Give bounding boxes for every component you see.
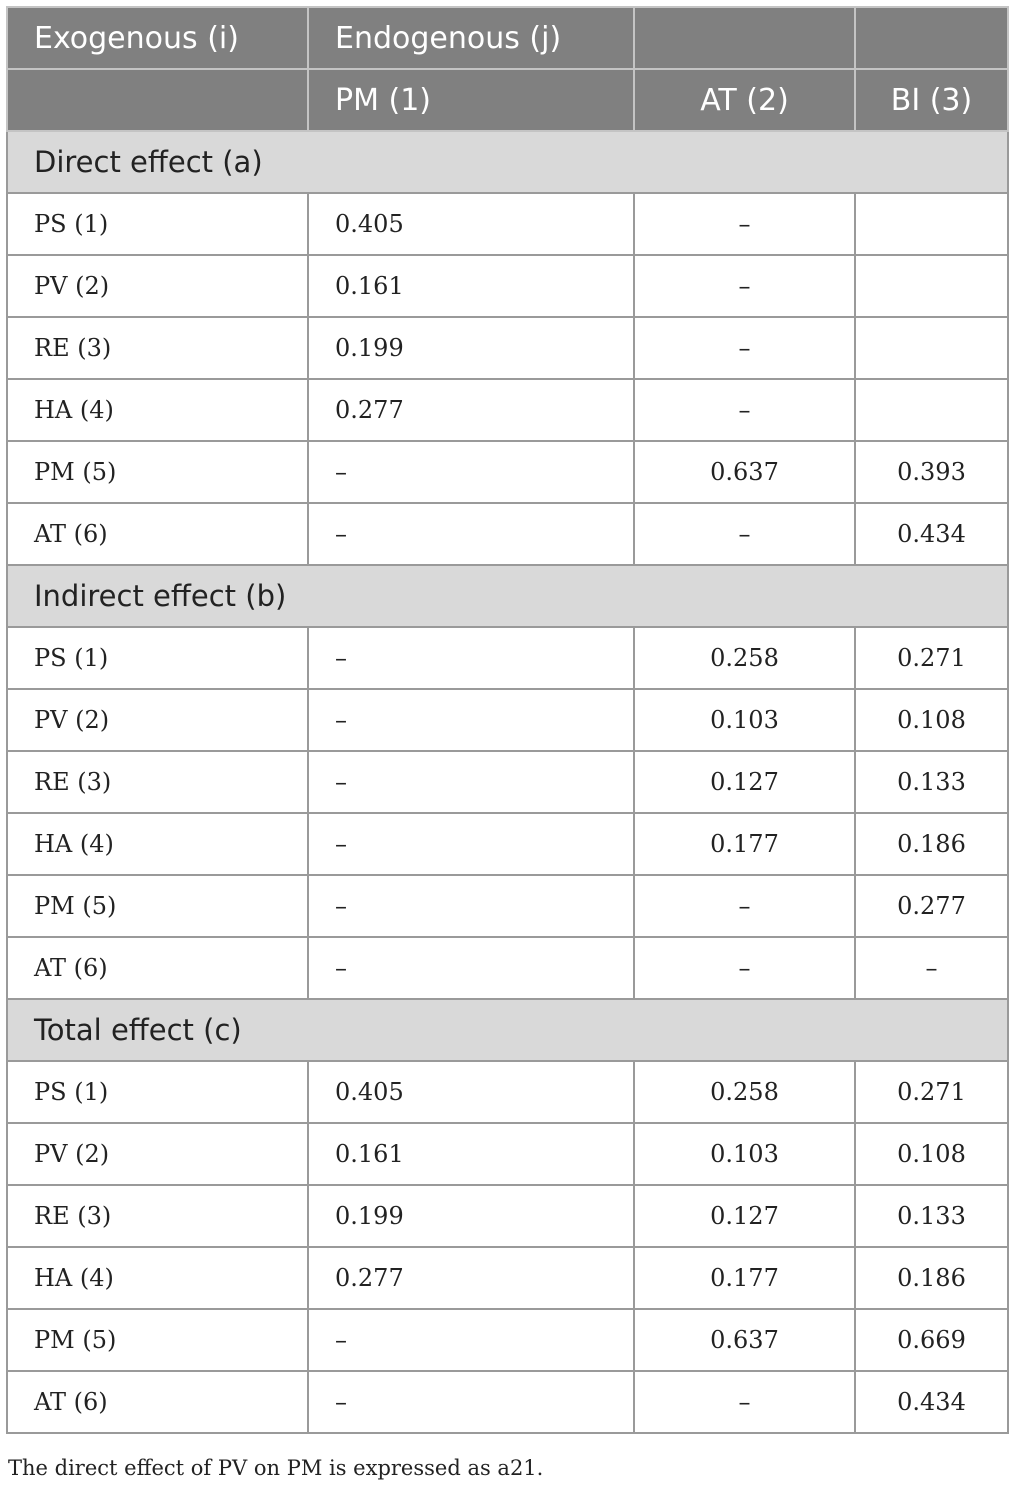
table-cell: 0.393 xyxy=(855,441,1008,503)
table-cell: 0.103 xyxy=(634,689,855,751)
table-cell: – xyxy=(308,503,634,565)
table-cell: 0.405 xyxy=(308,193,634,255)
table-cell: – xyxy=(308,689,634,751)
table-cell: 0.133 xyxy=(855,751,1008,813)
table-cell: 0.199 xyxy=(308,1185,634,1247)
table-cell: – xyxy=(634,1371,855,1433)
table-cell: – xyxy=(634,503,855,565)
table-cell xyxy=(855,193,1008,255)
row-label: HA (4) xyxy=(7,1247,308,1309)
table-cell xyxy=(855,317,1008,379)
table-cell: 0.669 xyxy=(855,1309,1008,1371)
row-label: AT (6) xyxy=(7,503,308,565)
table-cell: – xyxy=(308,1309,634,1371)
section-title: Direct effect (a) xyxy=(7,131,1008,193)
table-cell: 0.434 xyxy=(855,1371,1008,1433)
row-label: RE (3) xyxy=(7,751,308,813)
table-cell: 0.405 xyxy=(308,1061,634,1123)
row-label: PS (1) xyxy=(7,627,308,689)
table-cell: – xyxy=(308,875,634,937)
header-pm: PM (1) xyxy=(308,69,634,131)
table-cell: – xyxy=(308,441,634,503)
section-header-row xyxy=(7,131,1008,193)
table-cell: – xyxy=(634,317,855,379)
table-cell: 0.177 xyxy=(634,813,855,875)
row-label: HA (4) xyxy=(7,813,308,875)
table-row xyxy=(7,255,1008,317)
table-cell: 0.127 xyxy=(634,1185,855,1247)
table-row xyxy=(7,503,1008,565)
table-cell: 0.637 xyxy=(634,1309,855,1371)
table-cell: 0.271 xyxy=(855,1061,1008,1123)
table-cell: 0.108 xyxy=(855,1123,1008,1185)
table-row xyxy=(7,751,1008,813)
table-cell: 0.434 xyxy=(855,503,1008,565)
table-cell: – xyxy=(634,937,855,999)
section-header-row xyxy=(7,999,1008,1061)
header-exogenous: Exogenous (i) xyxy=(7,7,308,69)
table-cell: 0.258 xyxy=(634,627,855,689)
table-cell: 0.133 xyxy=(855,1185,1008,1247)
row-label: PM (5) xyxy=(7,441,308,503)
table-cell: 0.637 xyxy=(634,441,855,503)
row-label: HA (4) xyxy=(7,379,308,441)
table-row xyxy=(7,627,1008,689)
table-row xyxy=(7,1185,1008,1247)
table-cell: 0.177 xyxy=(634,1247,855,1309)
table-cell: – xyxy=(634,379,855,441)
header-empty-cell xyxy=(855,7,1008,69)
table-cell: 0.161 xyxy=(308,255,634,317)
section-header-row xyxy=(7,565,1008,627)
table-cell xyxy=(855,379,1008,441)
table-cell: 0.108 xyxy=(855,689,1008,751)
table-cell: – xyxy=(855,937,1008,999)
effects-table xyxy=(6,6,1009,1434)
row-label: PM (5) xyxy=(7,1309,308,1371)
row-label: RE (3) xyxy=(7,317,308,379)
table-row xyxy=(7,441,1008,503)
table-footnote: The direct effect of PV on PM is expressed as a21. xyxy=(8,1456,544,1480)
header-row-2 xyxy=(7,69,1008,131)
table-row xyxy=(7,379,1008,441)
table-row xyxy=(7,937,1008,999)
table-row xyxy=(7,193,1008,255)
row-label: PM (5) xyxy=(7,875,308,937)
header-empty-cell xyxy=(634,7,855,69)
header-empty-cell xyxy=(7,69,308,131)
table-cell: 0.186 xyxy=(855,1247,1008,1309)
table-cell: – xyxy=(308,751,634,813)
section-title: Total effect (c) xyxy=(7,999,1008,1061)
table-cell: – xyxy=(308,627,634,689)
table-cell: 0.277 xyxy=(308,379,634,441)
table-row xyxy=(7,1247,1008,1309)
table-cell: – xyxy=(308,1371,634,1433)
table-cell: – xyxy=(308,937,634,999)
table-cell: 0.277 xyxy=(308,1247,634,1309)
row-label: AT (6) xyxy=(7,937,308,999)
table-cell xyxy=(855,255,1008,317)
header-row-1 xyxy=(7,7,1008,69)
table-cell: 0.103 xyxy=(634,1123,855,1185)
table-row xyxy=(7,317,1008,379)
row-label: RE (3) xyxy=(7,1185,308,1247)
table-cell: 0.127 xyxy=(634,751,855,813)
row-label: PV (2) xyxy=(7,689,308,751)
table-cell: – xyxy=(634,193,855,255)
row-label: PV (2) xyxy=(7,1123,308,1185)
header-endogenous: Endogenous (j) xyxy=(308,7,634,69)
table-row xyxy=(7,689,1008,751)
table-cell: – xyxy=(308,813,634,875)
row-label: PV (2) xyxy=(7,255,308,317)
table-row xyxy=(7,875,1008,937)
table-cell: – xyxy=(634,255,855,317)
table-body xyxy=(7,131,1008,1433)
table-cell: 0.277 xyxy=(855,875,1008,937)
table-cell: 0.161 xyxy=(308,1123,634,1185)
table-cell: 0.186 xyxy=(855,813,1008,875)
table-cell: 0.258 xyxy=(634,1061,855,1123)
table-cell: – xyxy=(634,875,855,937)
table-row xyxy=(7,1123,1008,1185)
header-bi: BI (3) xyxy=(855,69,1008,131)
table-cell: 0.199 xyxy=(308,317,634,379)
header-at: AT (2) xyxy=(634,69,855,131)
row-label: AT (6) xyxy=(7,1371,308,1433)
table-row xyxy=(7,813,1008,875)
table-row xyxy=(7,1371,1008,1433)
section-title: Indirect effect (b) xyxy=(7,565,1008,627)
table-row xyxy=(7,1309,1008,1371)
row-label: PS (1) xyxy=(7,1061,308,1123)
table-cell: 0.271 xyxy=(855,627,1008,689)
row-label: PS (1) xyxy=(7,193,308,255)
table-row xyxy=(7,1061,1008,1123)
